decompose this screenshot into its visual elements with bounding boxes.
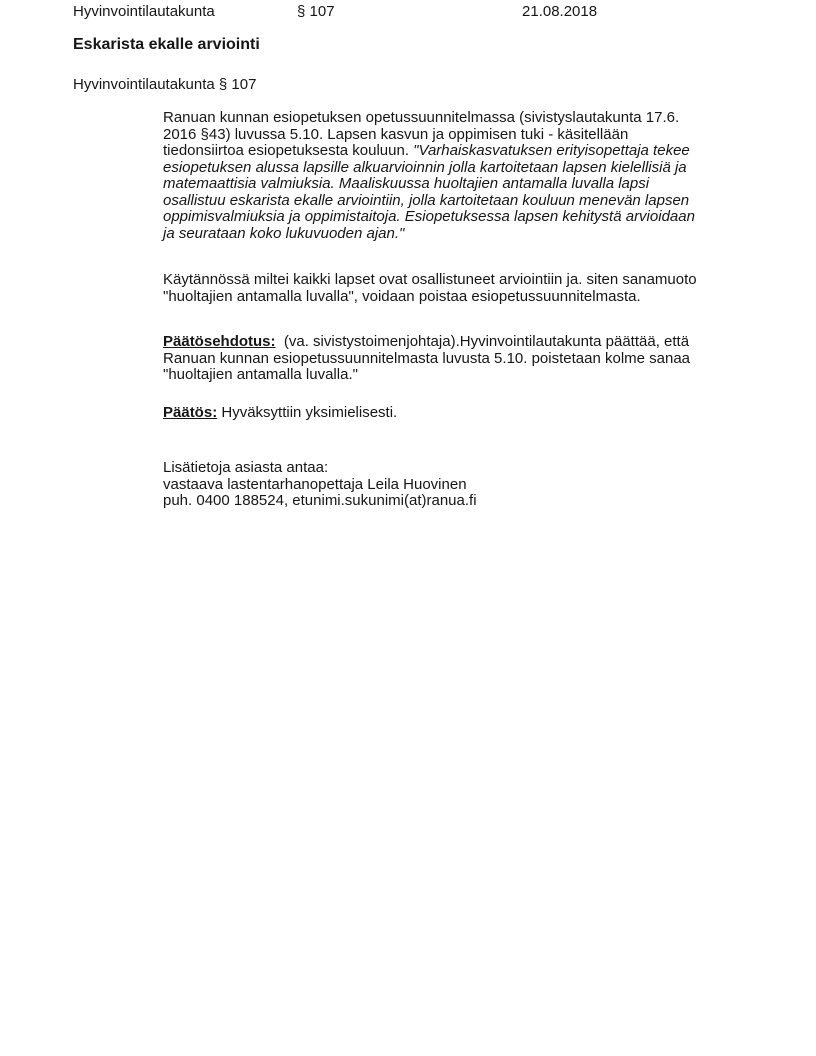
header-date: 21.08.2018: [522, 3, 598, 20]
document-subtitle: Hyvinvointilautakunta § 107: [73, 76, 257, 93]
paragraph-background: [163, 110, 763, 242]
text-run: "huoltajien antamalla luvalla.": [163, 366, 358, 383]
text-run: "Varhaiskasvatuksen erityisopettaja tekee: [413, 142, 690, 159]
text-run: oppimisvalmiuksia ja oppimistaitoja. Esiopetuksessa lapsen kehitystä arvioidaan: [163, 208, 695, 225]
paragraph-contact-info: [163, 460, 763, 510]
text-run: Päätös:: [163, 403, 218, 421]
text-run: osallistuu eskarista ekalle arviointiin, jolla kartoitetaan kouluun menevän lapsen: [163, 191, 690, 209]
text-run: Lisätietoja asiasta antaa:: [163, 459, 329, 476]
text-run: Hyväksyttiin yksimielisesti.: [217, 403, 398, 421]
text-run: 2016 §43) luvussa 5.10. Lapsen kasvun ja oppimisen tuki - käsitellään: [163, 125, 629, 143]
text-run: matemaattisia valmiuksia. Maaliskuussa huoltajien antamalla luvalla lapsi: [163, 175, 650, 192]
text-run: esiopetuksen alussa lapsille alkuarvioinnin jolla kartoitetaan lapsen kielellisiä ja: [163, 158, 687, 176]
text-run: tiedonsiirtoa esiopetuksesta kouluun.: [163, 142, 414, 159]
text-run: Ranuan kunnan esiopetuksen opetussuunnitelmassa (sivistyslautakunta 17.6.: [163, 109, 680, 126]
text-run: puh. 0400 188524, etunimi.sukunimi(at)ranua.fi: [163, 492, 477, 509]
text-run: (va. sivistystoimenjohtaja).Hyvinvointilautakunta päättää, että: [275, 333, 690, 350]
text-run: Päätösehdotus:: [163, 333, 276, 350]
text-run: vastaava lastentarhanopettaja Leila Huovinen: [163, 475, 467, 493]
header-committee: Hyvinvointilautakunta: [73, 3, 215, 20]
document-title: Eskarista ekalle arviointi: [73, 36, 260, 53]
paragraph-practice-note: [163, 272, 763, 305]
text-run: Käytännössä miltei kaikki lapset ovat osallistuneet arviointiin ja. siten sanamuoto: [163, 271, 697, 288]
text-run: "huoltajien antamalla luvalla", voidaan poistaa esiopetussuunnitelmasta.: [163, 287, 641, 305]
paragraph-decision: [163, 405, 763, 422]
paragraph-decision-proposal: [163, 334, 763, 384]
text-run: Ranuan kunnan esiopetussuunnitelmasta luvusta 5.10. poistetaan kolme sanaa: [163, 349, 691, 367]
text-run: ja seurataan koko lukuvuoden ajan.": [163, 224, 405, 242]
header-section-number: § 107: [297, 3, 335, 20]
document-body: [163, 110, 763, 510]
